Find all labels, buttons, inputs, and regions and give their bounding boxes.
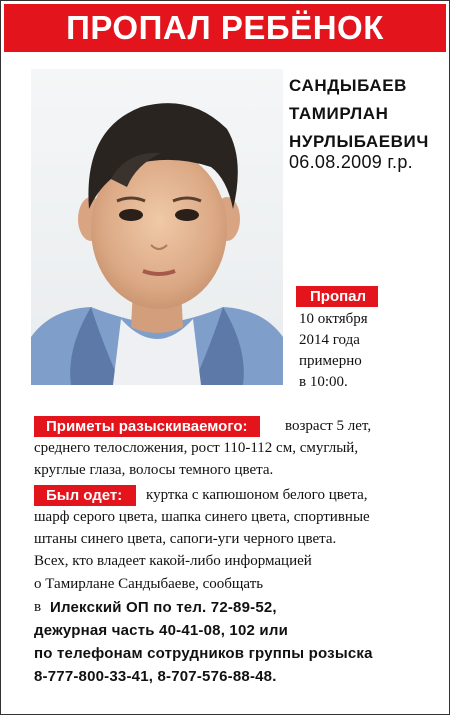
clothing-line: куртка с капюшоном белого цвета, — [146, 487, 368, 503]
first-name: ТАМИРЛАН — [289, 104, 389, 123]
missing-details — [299, 309, 368, 393]
contact-line: о Тамирлане Сандыбаеве, сообщать — [34, 576, 264, 592]
child-name — [289, 72, 429, 156]
contact-bold-line: по телефонам сотрудников группы розыска — [34, 645, 373, 662]
contact-bold-line: дежурная часть 40-41-08, 102 или — [34, 622, 289, 639]
clothing-label: Был одет: — [34, 485, 136, 506]
signs-line: возраст 5 лет, — [285, 418, 372, 434]
missing-line: 10 октября — [299, 311, 368, 327]
contact-prefix: в — [34, 599, 42, 615]
surname: САНДЫБАЕВ — [289, 76, 408, 95]
missing-line: примерно — [299, 353, 362, 369]
patronymic: НУРЛЫБАЕВИЧ — [289, 132, 429, 151]
signs-label: Приметы разыскиваемого: — [34, 416, 260, 437]
child-photo — [31, 69, 283, 385]
missing-line: в 10:00. — [299, 374, 348, 390]
signs-line: круглые глаза, волосы темного цвета. — [34, 462, 274, 478]
contact-line: Всех, кто владеет какой-либо информацией — [34, 553, 312, 569]
clothing-line: штаны синего цвета, сапоги-уги черного цвета. — [34, 531, 337, 547]
contact-bold-line: Илекский ОП по тел. 72-89-52, — [50, 599, 277, 616]
poster-title: ПРОПАЛ РЕБЁНОК — [4, 4, 446, 52]
contact-bold-line: 8-777-800-33-41, 8-707-576-88-48. — [34, 668, 277, 685]
missing-label: Пропал — [296, 286, 378, 307]
missing-line: 2014 года — [299, 332, 360, 348]
signs-line: среднего телосложения, рост 110-112 см, смуглый, — [34, 440, 359, 456]
birth-date: 06.08.2009 г.р. — [289, 152, 413, 172]
clothing-line: шарф серого цвета, шапка синего цвета, спортивные — [34, 509, 370, 525]
